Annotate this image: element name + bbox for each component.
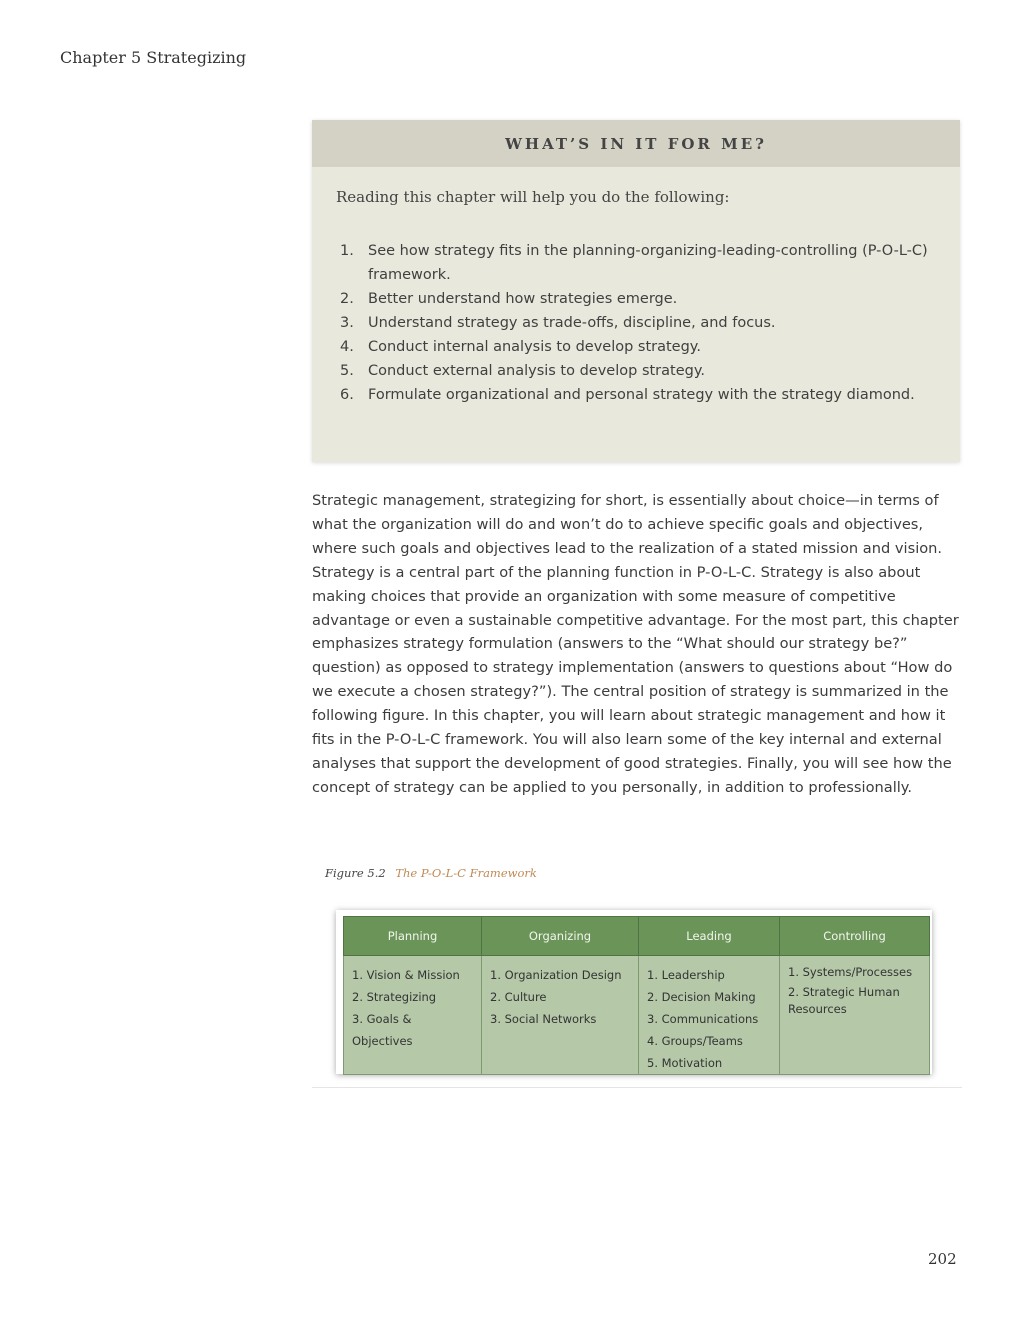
column-organizing	[482, 956, 639, 1075]
objectives-list	[336, 239, 936, 407]
framework-item: 1. Vision & Mission	[352, 968, 460, 982]
objective-text: Conduct external analysis to develop strategy.	[368, 363, 705, 379]
objective-item	[336, 287, 936, 311]
column-planning	[344, 956, 482, 1075]
running-head: Chapter 5 Strategizing	[60, 48, 247, 67]
objective-item	[336, 335, 936, 359]
objective-number: 1.	[340, 243, 354, 259]
column-heading-leading: Leading	[639, 917, 780, 956]
framework-item: 3. Social Networks	[490, 1012, 597, 1026]
column-leading	[639, 956, 780, 1075]
objective-text: Conduct internal analysis to develop strategy.	[368, 339, 701, 355]
objective-number: 4.	[340, 339, 354, 355]
figure-label: Figure 5.2	[325, 866, 386, 880]
figure-title: The P-O-L-C Framework	[395, 866, 537, 880]
framework-item: 2. Strategizing	[352, 990, 437, 1004]
objective-item	[336, 359, 936, 383]
objective-number: 2.	[340, 291, 354, 307]
objective-text: Better understand how strategies emerge.	[368, 291, 678, 307]
framework-item: 4. Groups/Teams	[647, 1034, 743, 1048]
framework-item: 3. Communications	[647, 1012, 759, 1026]
figure-caption	[325, 866, 537, 880]
framework-item: 1. Leadership	[647, 968, 725, 982]
objective-item	[336, 311, 936, 335]
learning-objectives-box	[312, 120, 960, 462]
framework-item: 2. Strategic Human Resources	[788, 985, 900, 1016]
framework-item: 2. Decision Making	[647, 990, 756, 1004]
column-heading-controlling: Controlling	[780, 917, 930, 956]
objective-number: 3.	[340, 315, 354, 331]
objective-item	[336, 383, 936, 407]
column-controlling	[780, 956, 930, 1075]
framework-item: 5. Motivation	[647, 1056, 723, 1070]
polc-framework-figure	[336, 910, 932, 1074]
objective-number: 6.	[340, 387, 354, 403]
objective-text: Understand strategy as trade-offs, discipline, and focus.	[368, 315, 776, 331]
section-divider	[312, 1087, 962, 1088]
framework-item: 2. Culture	[490, 990, 547, 1004]
objective-text: Formulate organizational and personal strategy with the strategy diamond.	[368, 387, 915, 403]
objective-item	[336, 239, 936, 287]
objective-number: 5.	[340, 363, 354, 379]
feature-intro: Reading this chapter will help you do the following:	[336, 188, 730, 206]
framework-item: 3. Goals & Objectives	[352, 1012, 413, 1048]
framework-item: 1. Systems/Processes	[788, 965, 913, 979]
framework-item: 1. Organization Design	[490, 968, 622, 982]
body-paragraph: Strategic management, strategizing for short, is essentially about choice—in terms of what the organization will do and won’t do to achieve specific goals and objectives, where such goals and objectives lead to the realization of a stated mission and vision. Strategy is a central part of the planning function in P-O-L-C. Strategy is also about making choices that provide an organization with some measure of competitive advantage or even a sustainable competitive advantage. For the most part, this chapter emphasizes strategy formulation (answers to the “What should our strategy be?” question) as opposed to strategy implementation (answers to questions about “How do we execute a chosen strategy?”). The central position of strategy is summarized in the following figure. In this chapter, you will learn about strategic management and how it fits in the P-O-L-C framework. You will also learn some of the key internal and external analyses that support the development of good strategies. Finally, you will see how the concept of strategy can be applied to you personally, in addition to professionally.	[312, 492, 959, 796]
column-heading-planning: Planning	[344, 917, 482, 956]
column-heading-organizing: Organizing	[482, 917, 639, 956]
page-number: 202	[928, 1250, 957, 1268]
objective-text: See how strategy fits in the planning-organizing-leading-controlling (P-O-L-C) framework.	[368, 243, 928, 283]
polc-table	[343, 916, 930, 1075]
feature-title: WHAT’S IN IT FOR ME?	[312, 120, 960, 167]
